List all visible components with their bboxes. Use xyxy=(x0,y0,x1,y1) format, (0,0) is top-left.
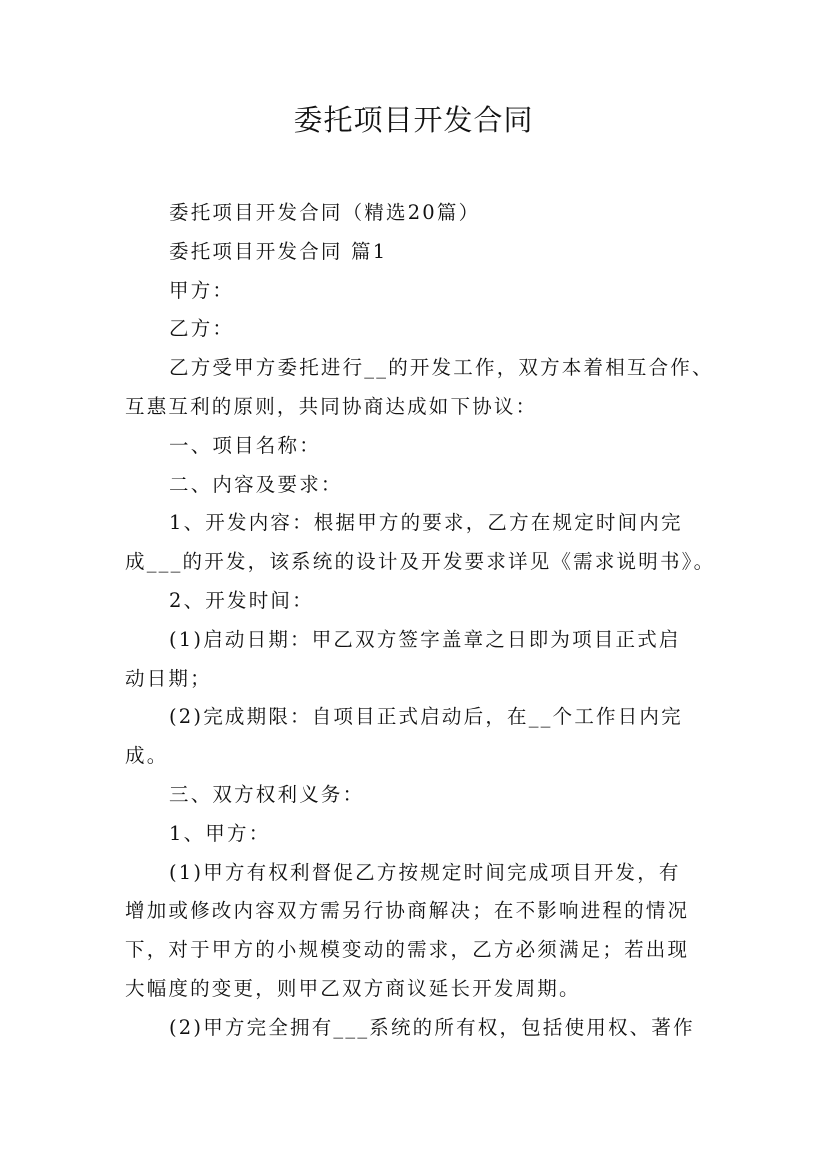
paragraph-line: 互惠互利的原则，共同协商达成如下协议： xyxy=(125,394,538,418)
paragraph-line: 委托项目开发合同 篇1 xyxy=(169,239,388,263)
paragraph-line: 乙方受甲方委托进行__的开发工作，双方本着相互合作、 xyxy=(169,356,714,380)
paragraph-line: 大幅度的变更，则甲乙双方商议延长开发周期。 xyxy=(125,976,581,1000)
paragraph-line: 甲方： xyxy=(169,278,235,302)
paragraph-line: 成。 xyxy=(125,744,169,768)
paragraph-line: (2)甲方完全拥有___系统的所有权，包括使用权、著作 xyxy=(169,1015,695,1039)
document-title: 委托项目开发合同 xyxy=(293,103,534,137)
paragraph-line: (2)完成期限：自项目正式启动后，在__个工作日内完 xyxy=(169,705,683,729)
paragraph-line: 乙方： xyxy=(169,317,235,341)
paragraph-line: 成___的开发，该系统的设计及开发要求详见《需求说明书》。 xyxy=(125,550,716,574)
paragraph-line: (1)甲方有权利督促乙方按规定时间完成项目开发，有 xyxy=(169,860,681,884)
paragraph-line: (1)启动日期：甲乙双方签字盖章之日即为项目正式启 xyxy=(169,627,681,651)
paragraph-line: 1、甲方： xyxy=(169,821,271,845)
paragraph-line: 委托项目开发合同（精选20篇） xyxy=(169,201,481,224)
paragraph-line: 三、双方权利义务： xyxy=(169,782,365,806)
paragraph-line: 一、项目名称： xyxy=(169,433,321,457)
paragraph-line: 动日期； xyxy=(125,666,212,690)
paragraph-line: 1、开发内容：根据甲方的要求，乙方在规定时间内完 xyxy=(169,511,683,535)
paragraph-line: 2、开发时间： xyxy=(169,588,314,612)
paragraph-line: 增加或修改内容双方需另行协商解决；在不影响进程的情况 xyxy=(125,899,690,923)
document-body xyxy=(125,194,716,1048)
paragraph-line: 下，对于甲方的小规模变动的需求，乙方必须满足；若出现 xyxy=(125,938,690,962)
paragraph-line: 二、内容及要求： xyxy=(169,472,343,496)
